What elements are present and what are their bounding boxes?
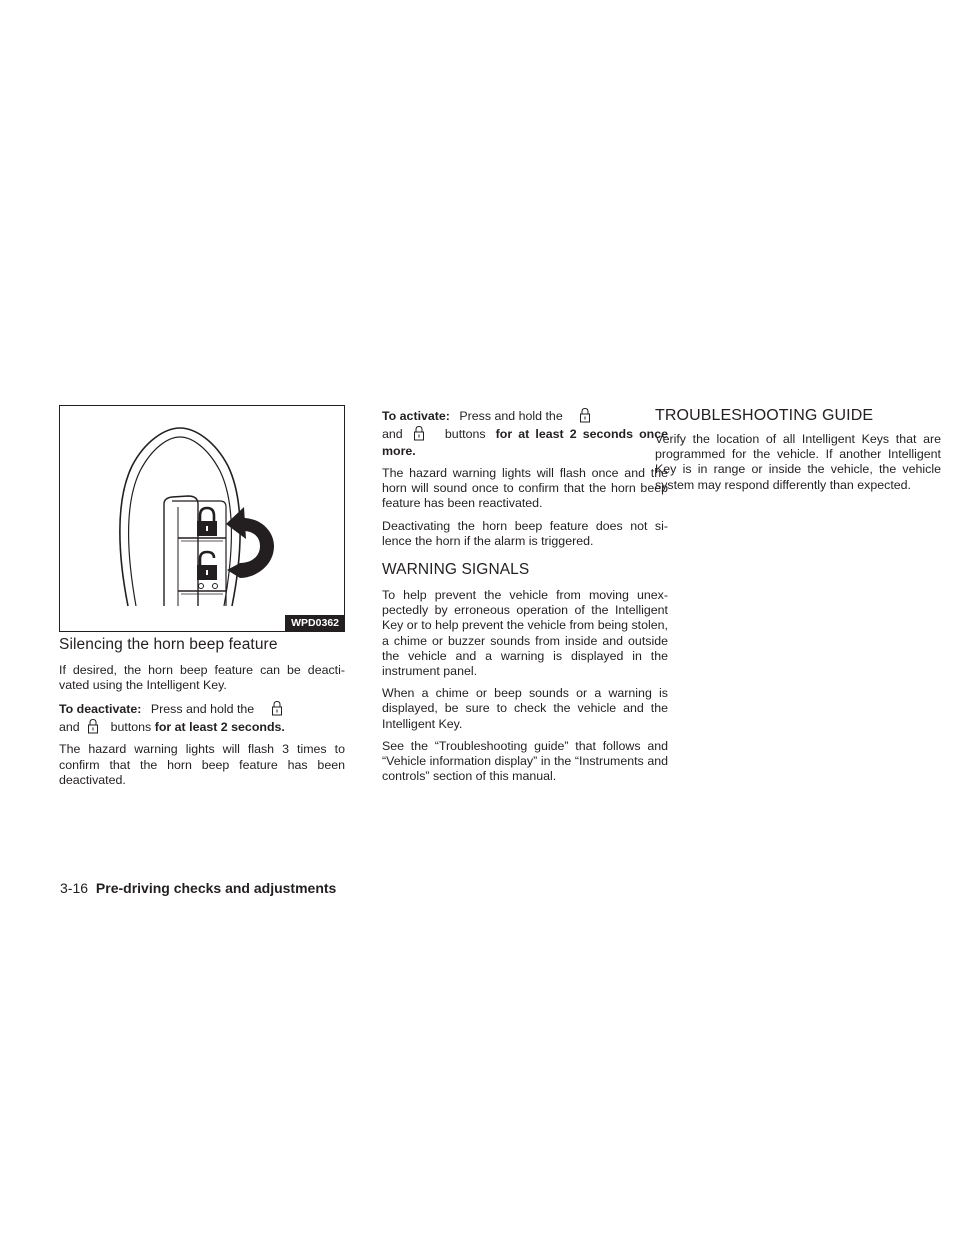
key-button-icon — [86, 718, 100, 734]
section-title: Pre-driving checks and adjustments — [95, 880, 337, 896]
column-middle — [382, 407, 668, 791]
column-right — [655, 407, 941, 500]
page-footer — [60, 880, 336, 896]
figure-label: WPD0362 — [285, 615, 344, 631]
rotate-arrow-icon — [226, 507, 274, 578]
key-fob-illustration — [60, 406, 345, 632]
paragraph-deactivated-confirm: The hazard warning lights will flash 3 times to confirm that the horn beep feature has been deactivated. — [59, 742, 345, 787]
section-heading-troubleshooting: TROUBLESHOOTING GUIDE — [655, 407, 874, 424]
paragraph-reactivated-confirm: The hazard warning lights will flash once and the horn will sound once to confirm that the horn beep feature has been reactivated. — [382, 466, 668, 511]
and-text: and — [382, 427, 403, 441]
lock-icon — [197, 508, 217, 536]
paragraph-intro: If desired, the horn beep feature can be deacti- vated using the Intelligent Key. — [59, 663, 345, 693]
and-text: and — [59, 720, 80, 735]
paragraph-see-guide: See the “Troubleshooting guide” that follows and “Vehicle information display” in the “Instruments and controls” section of this manual. — [382, 738, 668, 784]
paragraph-verify-keys: Verify the location of all Intelligent Keys that are programmed for the vehicle. If another Intelligent Key is in range or inside the vehicle, the vehicle system may respond differently than expected. — [655, 432, 941, 492]
paragraph-alarm-note: Deactivating the horn beep feature does not si- lence the horn if the alarm is triggered. — [382, 518, 668, 548]
key-fob-figure — [59, 405, 345, 632]
buttons-text: buttons — [110, 720, 152, 735]
section-heading-warning-signals: WARNING SIGNALS — [382, 561, 530, 579]
deactivate-duration: for at least 2 seconds. — [154, 720, 285, 735]
activate-label: To activate: — [382, 409, 450, 423]
paragraph-warning-intro: To help prevent the vehicle from moving unex- pectedly by erroneous operation of the Intelligent Key or to help prevent the vehicle from being stolen, a chime or buzzer sounds from inside and outside the vehicle and a warning is displayed in the instrument panel. — [382, 588, 668, 679]
section-heading-silencing: Silencing the horn beep feature — [59, 636, 278, 653]
key-button-icon — [578, 407, 592, 423]
column-left — [59, 405, 345, 795]
unlock-icon — [197, 552, 217, 580]
paragraph-activate — [382, 407, 668, 460]
activate-duration: for at least 2 seconds once more. — [382, 427, 669, 458]
paragraph-check-vehicle: When a chime or beep sounds or a warning is displayed, be sure to check the vehicle and the Intelligent Key. — [382, 686, 668, 731]
activate-text: Press and hold the — [459, 409, 563, 423]
paragraph-deactivate — [59, 700, 345, 736]
key-button-icon — [270, 700, 284, 716]
key-button-icon — [412, 425, 426, 441]
page-number: 3-16 — [60, 880, 89, 896]
deactivate-text: Press and hold the — [150, 702, 255, 717]
deactivate-label: To deactivate: — [59, 702, 142, 717]
buttons-text: buttons — [444, 427, 486, 441]
